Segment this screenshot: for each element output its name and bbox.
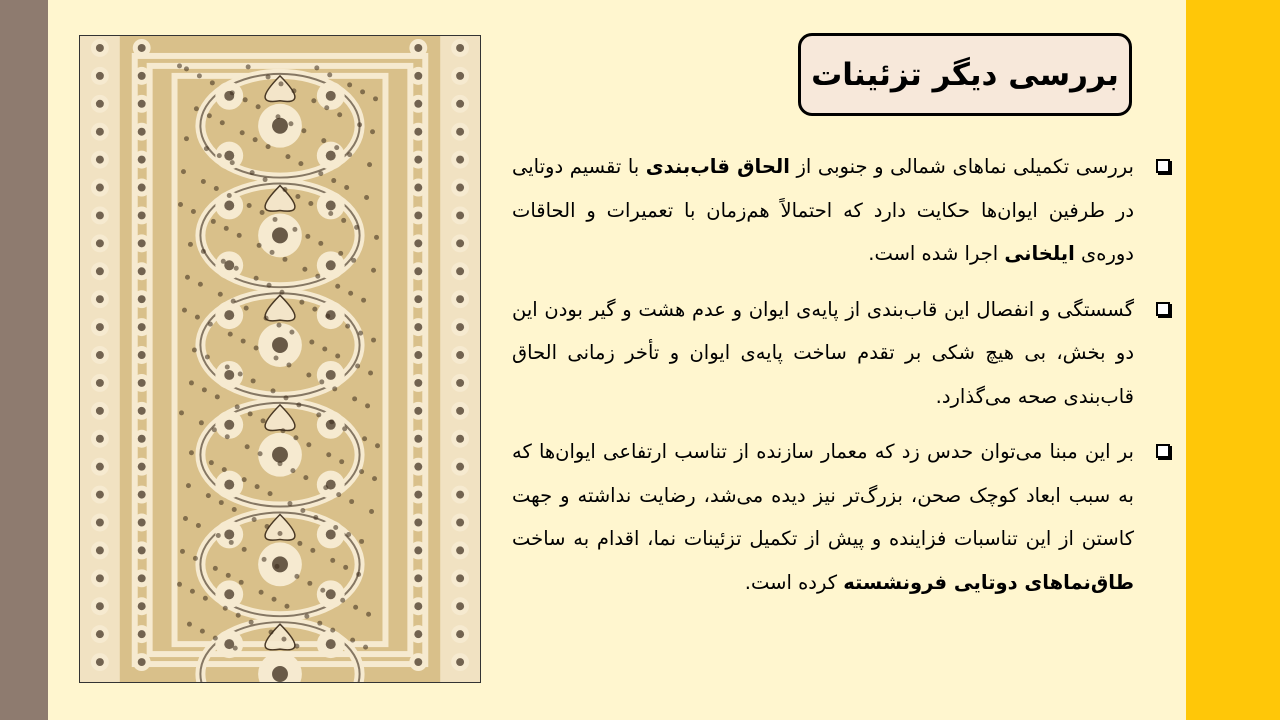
- paragraph-2-text: گسستگی و انفصال این قاب‌بندی از پایه‌ی ایوان و عدم هشت و گیر بودن این دو بخش، بی هیچ شکی بر تقدم ساخت پایه‌ی ایوان و تأخر زمانی الحاق قاب‌بندی صحه می‌گذارد.: [512, 297, 1134, 408]
- ornament-photo: [79, 35, 481, 683]
- paragraph-1: [512, 145, 1174, 276]
- paragraph-1-bold-1: الحاق قاب‌بندی: [645, 155, 790, 178]
- paragraph-2: [512, 288, 1174, 419]
- ornamental-stucco-panel-photo-icon: [80, 36, 480, 682]
- paragraph-3-text-2: کرده است.: [744, 570, 844, 594]
- paragraph-3-bold: طاق‌نماهای دوتایی فرونشسته: [843, 570, 1134, 594]
- right-accent-bar: [1186, 0, 1280, 720]
- slide-title: بررسی دیگر تزئینات: [811, 56, 1119, 93]
- paragraph-1-text-3: اجرا شده است.: [868, 242, 1005, 265]
- checkbox-square-icon: [1156, 302, 1170, 316]
- content-list: [512, 145, 1174, 616]
- checkbox-square-icon: [1156, 159, 1170, 173]
- paragraph-3-text-1: بر این مبنا می‌توان حدس زد که معمار سازنده از تناسب ارتفاعی ایوان‌ها که به سبب ابعاد کوچک صحن، بزرگ‌تر نیز دیده می‌شد، رضایت نداشته و جهت کاستن از این تناسبات فزاینده و پیش از تکمیل تزئینات نما، اقدام به ساخت: [512, 440, 1134, 550]
- title-box: [798, 33, 1132, 116]
- checkbox-square-icon: [1156, 444, 1170, 458]
- paragraph-1-text-1: بررسی تکمیلی نماهای شمالی و جنوبی از: [789, 155, 1134, 178]
- left-accent-bar: [0, 0, 48, 720]
- paragraph-1-text-2: با تقسیم دوتایی در طرفین ایوان‌ها حکایت دارد که احتمالاً هم‌زمان با تعمیرات و الحاقات دوره‌ی: [512, 155, 1134, 265]
- paragraph-3: [512, 430, 1174, 604]
- paragraph-1-bold-2: ایلخانی: [1004, 242, 1075, 265]
